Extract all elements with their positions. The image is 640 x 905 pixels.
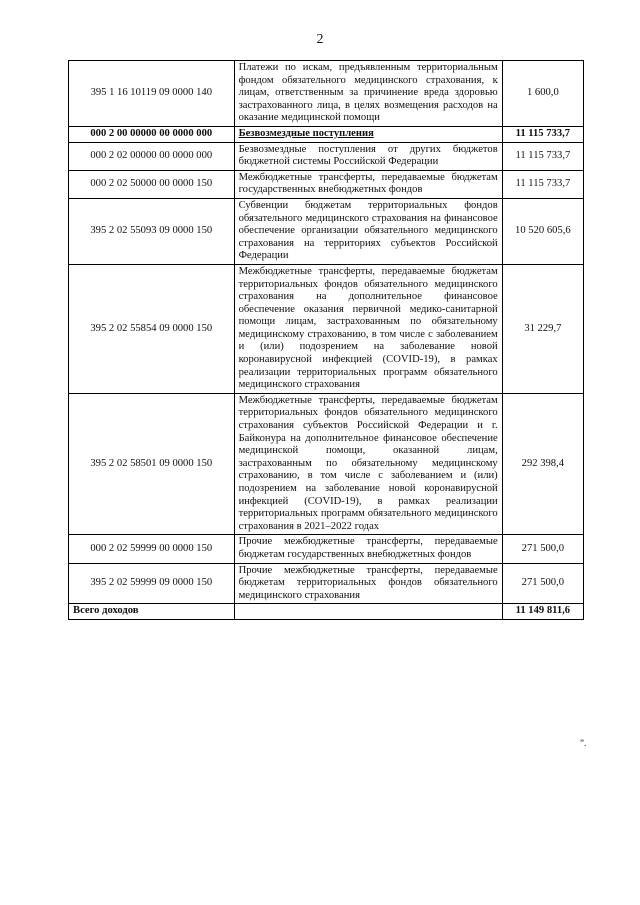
table-row [69, 198, 584, 264]
amount-cell: 11 115 733,7 [502, 126, 583, 142]
page-number: 2 [316, 32, 324, 47]
table-row [69, 393, 584, 535]
budget-code-cell: 395 1 16 10119 09 0000 140 [69, 61, 235, 127]
amount-cell: 10 520 605,6 [502, 198, 583, 264]
description-cell: Межбюджетные трансферты, передаваемые бюджетам территориальных фондов обязательного медицинского страхования субъектов Российской Федерации и г. Байконура на дополнительное финансовое обеспечение медицинской помощи, оказанной лицам, застрахованным по обязательному медицинскому страхованию, в том числе с заболеванием и (или) подозрением на заболевание новой коронавирусной инфекцией (COVID-19), в рамках реализации территориальных программ обязательного медицинского страхования в 2021–2022 годах [234, 393, 502, 535]
table-row [69, 264, 584, 393]
table-row [69, 61, 584, 127]
amount-cell: 292 398,4 [502, 393, 583, 535]
total-amount-cell: 11 149 811,6 [502, 604, 583, 620]
description-cell: Межбюджетные трансферты, передаваемые бюджетам территориальных фондов обязательного медицинского страхования на дополнительное финансовое обеспечение оказания первичной медико-санитарной помощи лицам, застрахованным по обязательному медицинскому страхованию, в том числе с заболеванием и (или) подозрением на заболевание новой коронавирусной инфекцией (COVID-19), в рамках реализации территориальных программ обязательного медицинского страхования [234, 264, 502, 393]
table-row [69, 563, 584, 604]
table-row [69, 142, 584, 170]
income-table-body [69, 61, 584, 620]
amount-cell: 271 500,0 [502, 535, 583, 563]
description-cell: Прочие межбюджетные трансферты, передаваемые бюджетам государственных внебюджетных фондов [234, 535, 502, 563]
amount-cell: 11 115 733,7 [502, 142, 583, 170]
budget-code-cell: 395 2 02 55093 09 0000 150 [69, 198, 235, 264]
budget-code-cell: 000 2 00 00000 00 0000 000 [69, 126, 235, 142]
amount-cell: 11 115 733,7 [502, 170, 583, 198]
budget-code-cell: 395 2 02 58501 09 0000 150 [69, 393, 235, 535]
total-row [69, 604, 584, 620]
table-row [69, 170, 584, 198]
amount-cell: 1 600,0 [502, 61, 583, 127]
description-cell: Платежи по искам, предъявленным территориальным фондом обязательного медицинского страхования, к лицам, ответственным за причинение вреда здоровью застрахованного лица, в целях возмещения расходов на оказание медицинской помощи [234, 61, 502, 127]
description-cell: Субвенции бюджетам территориальных фондов обязательного медицинского страхования на финансовое обеспечение организации обязательного медицинского страхования на территориях субъектов Российской Федерации [234, 198, 502, 264]
income-table [68, 60, 584, 620]
budget-code-cell: 000 2 02 59999 00 0000 150 [69, 535, 235, 563]
description-cell: Межбюджетные трансферты, передаваемые бюджетам государственных внебюджетных фондов [234, 170, 502, 198]
budget-code-cell: 000 2 02 00000 00 0000 000 [69, 142, 235, 170]
budget-code-cell: 395 2 02 55854 09 0000 150 [69, 264, 235, 393]
amount-cell: 31 229,7 [502, 264, 583, 393]
description-cell: Прочие межбюджетные трансферты, передаваемые бюджетам территориальных фондов обязательного медицинского страхования [234, 563, 502, 604]
total-description-cell [234, 604, 502, 620]
description-cell: Безвозмездные поступления от других бюджетов бюджетной системы Российской Федерации [234, 142, 502, 170]
amount-cell: 271 500,0 [502, 563, 583, 604]
total-label-cell: Всего доходов [69, 604, 235, 620]
description-cell: Безвозмездные поступления [234, 126, 502, 142]
closing-quote-mark: ”. [580, 738, 587, 748]
table-row [69, 126, 584, 142]
budget-code-cell: 000 2 02 50000 00 0000 150 [69, 170, 235, 198]
table-row [69, 535, 584, 563]
budget-code-cell: 395 2 02 59999 09 0000 150 [69, 563, 235, 604]
